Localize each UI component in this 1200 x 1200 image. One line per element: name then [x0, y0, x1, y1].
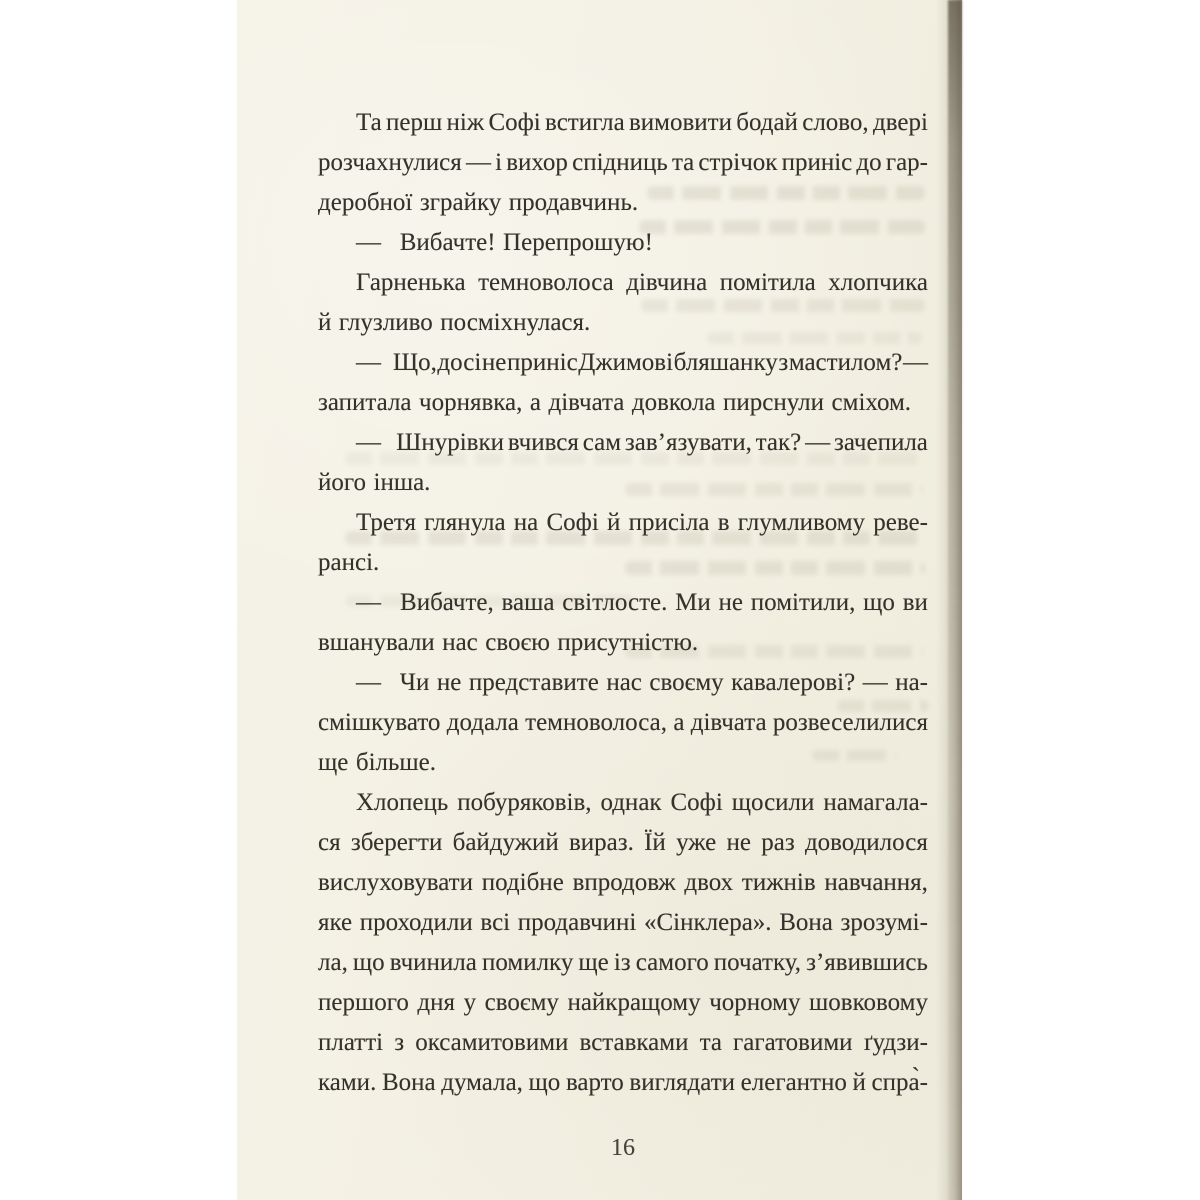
- text-line: ла, що вчинила помилку ще із самого початку, з’явившись: [318, 949, 928, 976]
- text-line: смішкувато додала темноволоса, а дівчата розвеселилися: [318, 709, 928, 736]
- text-line: ся зберегти байдужий вираз. Їй уже не раз доводилося: [318, 829, 928, 856]
- text-line: деробної зграйку продавчинь.: [318, 189, 639, 216]
- text-line: — Вибачте, ваша світлосте. Ми не помітили, що ви: [356, 589, 928, 616]
- text-line: — Що, досі не приніс Джимові бляшанку з мастилом? —: [356, 349, 928, 376]
- text-line: вшанували нас своєю присутністю.: [318, 629, 699, 656]
- text-line: Хлопець побуряковів, однак Софі щосили намагала-: [356, 789, 928, 816]
- text-line: рансі.: [318, 549, 380, 576]
- text-line: й глузливо посміхнулася.: [318, 309, 591, 336]
- text-line: Та перш ніж Софі встигла вимовити бодай слово, двері: [356, 109, 928, 136]
- page-text: [318, 103, 928, 1103]
- text-line: першого дня у своєму найкращому чорному шовковому: [318, 989, 928, 1016]
- text-line: яке проходили всі продавчині «Сінклера». Вона зрозумі-: [318, 909, 928, 936]
- text-line: — Шнурівки вчився сам зав’язувати, так? — зачепила: [356, 429, 928, 456]
- text-line: вислуховувати подібне впродовж двох тижнів навчання,: [318, 869, 928, 896]
- page-edge-top-shadow: [948, 0, 962, 1200]
- text-line: Гарненька темноволоса дівчина помітила хлопчика: [356, 269, 928, 296]
- page-number: 16: [611, 1135, 635, 1161]
- text-line: платті з оксамитовими вставками та гагатовими ґудзи-: [318, 1029, 928, 1056]
- text-line: — Чи не представите нас своєму кавалерові? — на-: [356, 669, 928, 696]
- text-line: — Вибачте! Перепрошую!: [356, 229, 653, 256]
- text-line: розчахнулися — і вихор спідниць та стрічок приніс до гар-: [318, 149, 928, 176]
- text-line: Третя глянула на Софі й присіла в глумливому реве-: [356, 509, 928, 536]
- text-line: ками. Вона думала, що варто виглядати елегантно й спра̀-: [318, 1069, 928, 1096]
- text-line: його інша.: [318, 469, 431, 496]
- text-line: запитала чорнявка, а дівчата довкола пирснули сміхом.: [318, 389, 912, 416]
- book-page: [237, 0, 962, 1200]
- text-line: ще більше.: [318, 749, 436, 776]
